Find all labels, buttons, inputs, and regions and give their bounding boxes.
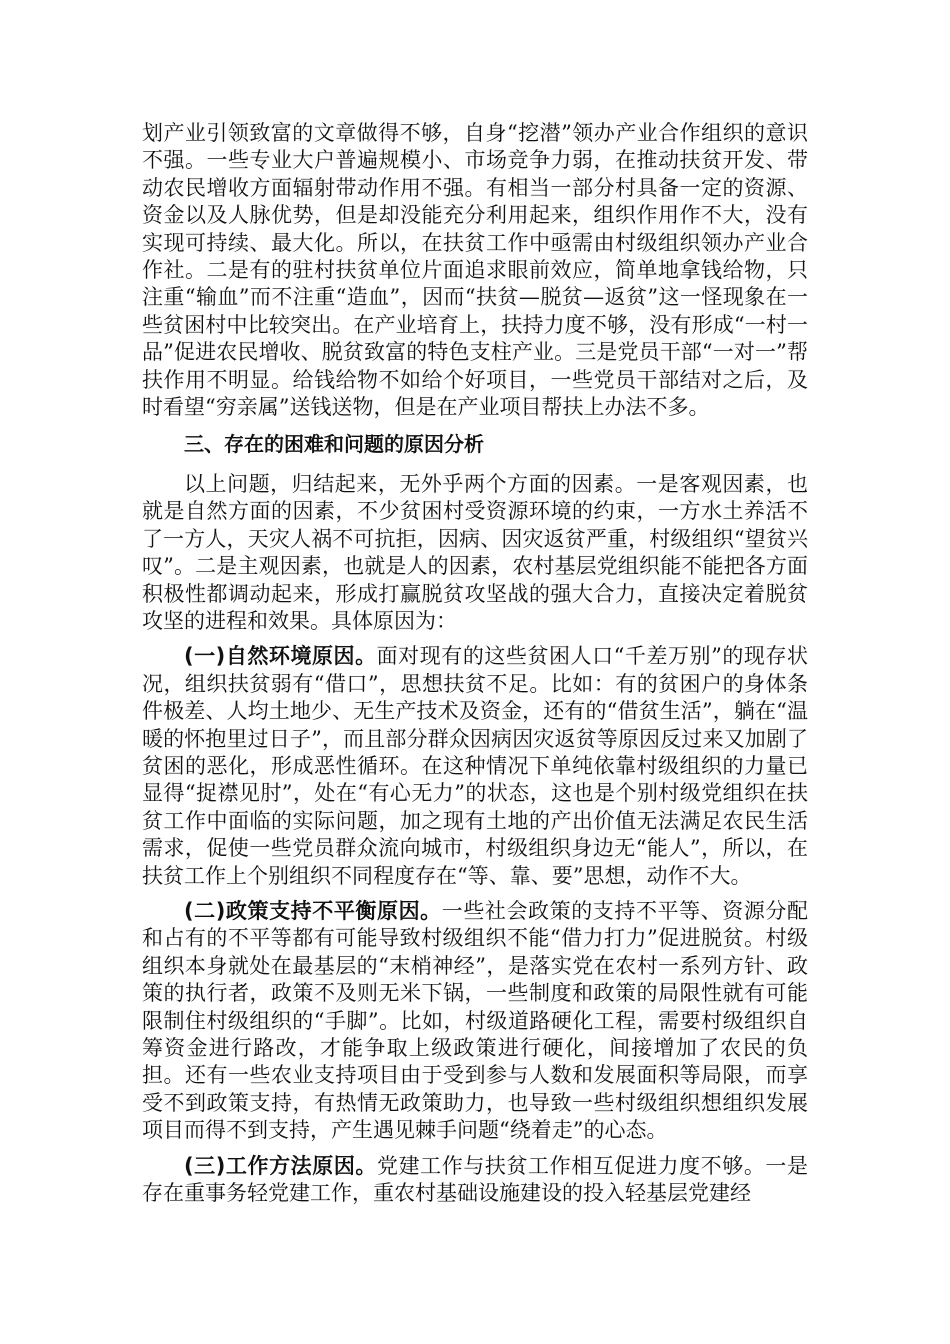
paragraph-work-method-body: 党建工作与扶贫工作相互促进力度不够。一是存在重事务轻党建工作，重农村基础设施建设的投入轻基层党建经	[142, 1153, 809, 1206]
paragraph-policy-support-body: 一些社会政策的支持不平等、资源分配和占有的不平等都有可能导致村级组织不能“借力打力”促进脱贫。村级组织本身就处在最基层的“末梢神经”，是落实党在农村一系列方针、政策的执行者，政策不及则无米下锅，一些制度和政策的局限性就有可能限制住村级组织的“手脚”。比如，村级道路硬化工程，需要村级组织自筹资金进行路改，才能争取上级政策进行硬化，间接增加了农民的负担。还有一些农业支持项目由于受到参与人数和发展面积等局限，而享受不到政策支持，有热情无政策助力，也导致一些村级组织想组织发展项目而得不到支持，产生遇见棘手问题“绕着走”的心态。	[142, 898, 809, 1143]
paragraph-work-method	[142, 1153, 808, 1208]
paragraph-natural-environment	[142, 643, 808, 890]
paragraph-policy-support	[142, 898, 808, 1145]
section-heading-cause-analysis: 三、存在的困难和问题的原因分析	[184, 432, 484, 457]
paragraph-natural-environment-body: 面对现有的这些贫困人口“千差万别”的现存状况，组织扶贫弱有“借口”，思想扶贫不足。比如：有的贫困户的身体条件极差、人均土地少、无生产技术及资金，还有的“借贫生活”，躺在“温暖的怀抱里过日子”，而且部分群众因病因灾返贫等原因反过来又加剧了贫困的恶化，形成恶性循环。在这种情况下单纯依靠村级组织的力量已显得“捉襟见肘”，处在“有心无力”的状态，这也是个别村级党组织在扶贫工作中面临的实际问题，加之现有土地的产出价值无法满足农民生活需求，促使一些党员群众流向城市，村级组织身边无“能人”，所以，在扶贫工作上个别组织不同程度存在“等、靠、要”思想，动作不大。	[142, 644, 808, 888]
paragraph-overview: 以上问题，归结起来，无外乎两个方面的因素。一是客观因素，也就是自然方面的因素，不少贫困村受资源环境的约束，一方水土养活不了一方人，天灾人祸不可抗拒，因病、因灾返贫严重，村级组织“望贫兴叹”。二是主观因素，也就是人的因素，农村基层党组织能不能把各方面积极性都调动起来，形成打赢脱贫攻坚战的强大合力，直接决定着脱贫攻坚的进程和效果。具体原因为：	[142, 471, 808, 633]
paragraph-industry-leading: 划产业引领致富的文章做得不够，自身“挖潜”领办产业合作组织的意识不强。一些专业大户普遍规模小、市场竞争力弱，在推动扶贫开发、带动农民增收方面辐射带动作用不强。有相当一部分村具备一定的资源、资金以及人脉优势，但是却没能充分利用起来，组织作用作不大，没有实现可持续、最大化。所以，在扶贫工作中亟需由村级组织领办产业合作社。二是有的驻村扶贫单位片面追求眼前效应，简单地拿钱给物，只注重“输血”而不注重“造血”，因而“扶贫—脱贫—返贫”这一怪现象在一些贫困村中比较突出。在产业培育上，扶持力度不够，没有形成“一村一品”促进农民增收、脱贫致富的特色支柱产业。三是党员干部“一对一”帮扶作用不明显。给钱给物不如给个好项目，一些党员干部结对之后，及时看望“穷亲属”送钱送物，但是在产业项目帮扶上办法不多。	[142, 121, 808, 420]
subheading-work-method: (三)工作方法原因。	[184, 1153, 377, 1178]
subheading-natural-environment: (一)自然环境原因。	[184, 644, 377, 669]
document-page	[142, 120, 808, 1215]
subheading-policy-support: (二)政策支持不平衡原因。	[184, 898, 442, 923]
